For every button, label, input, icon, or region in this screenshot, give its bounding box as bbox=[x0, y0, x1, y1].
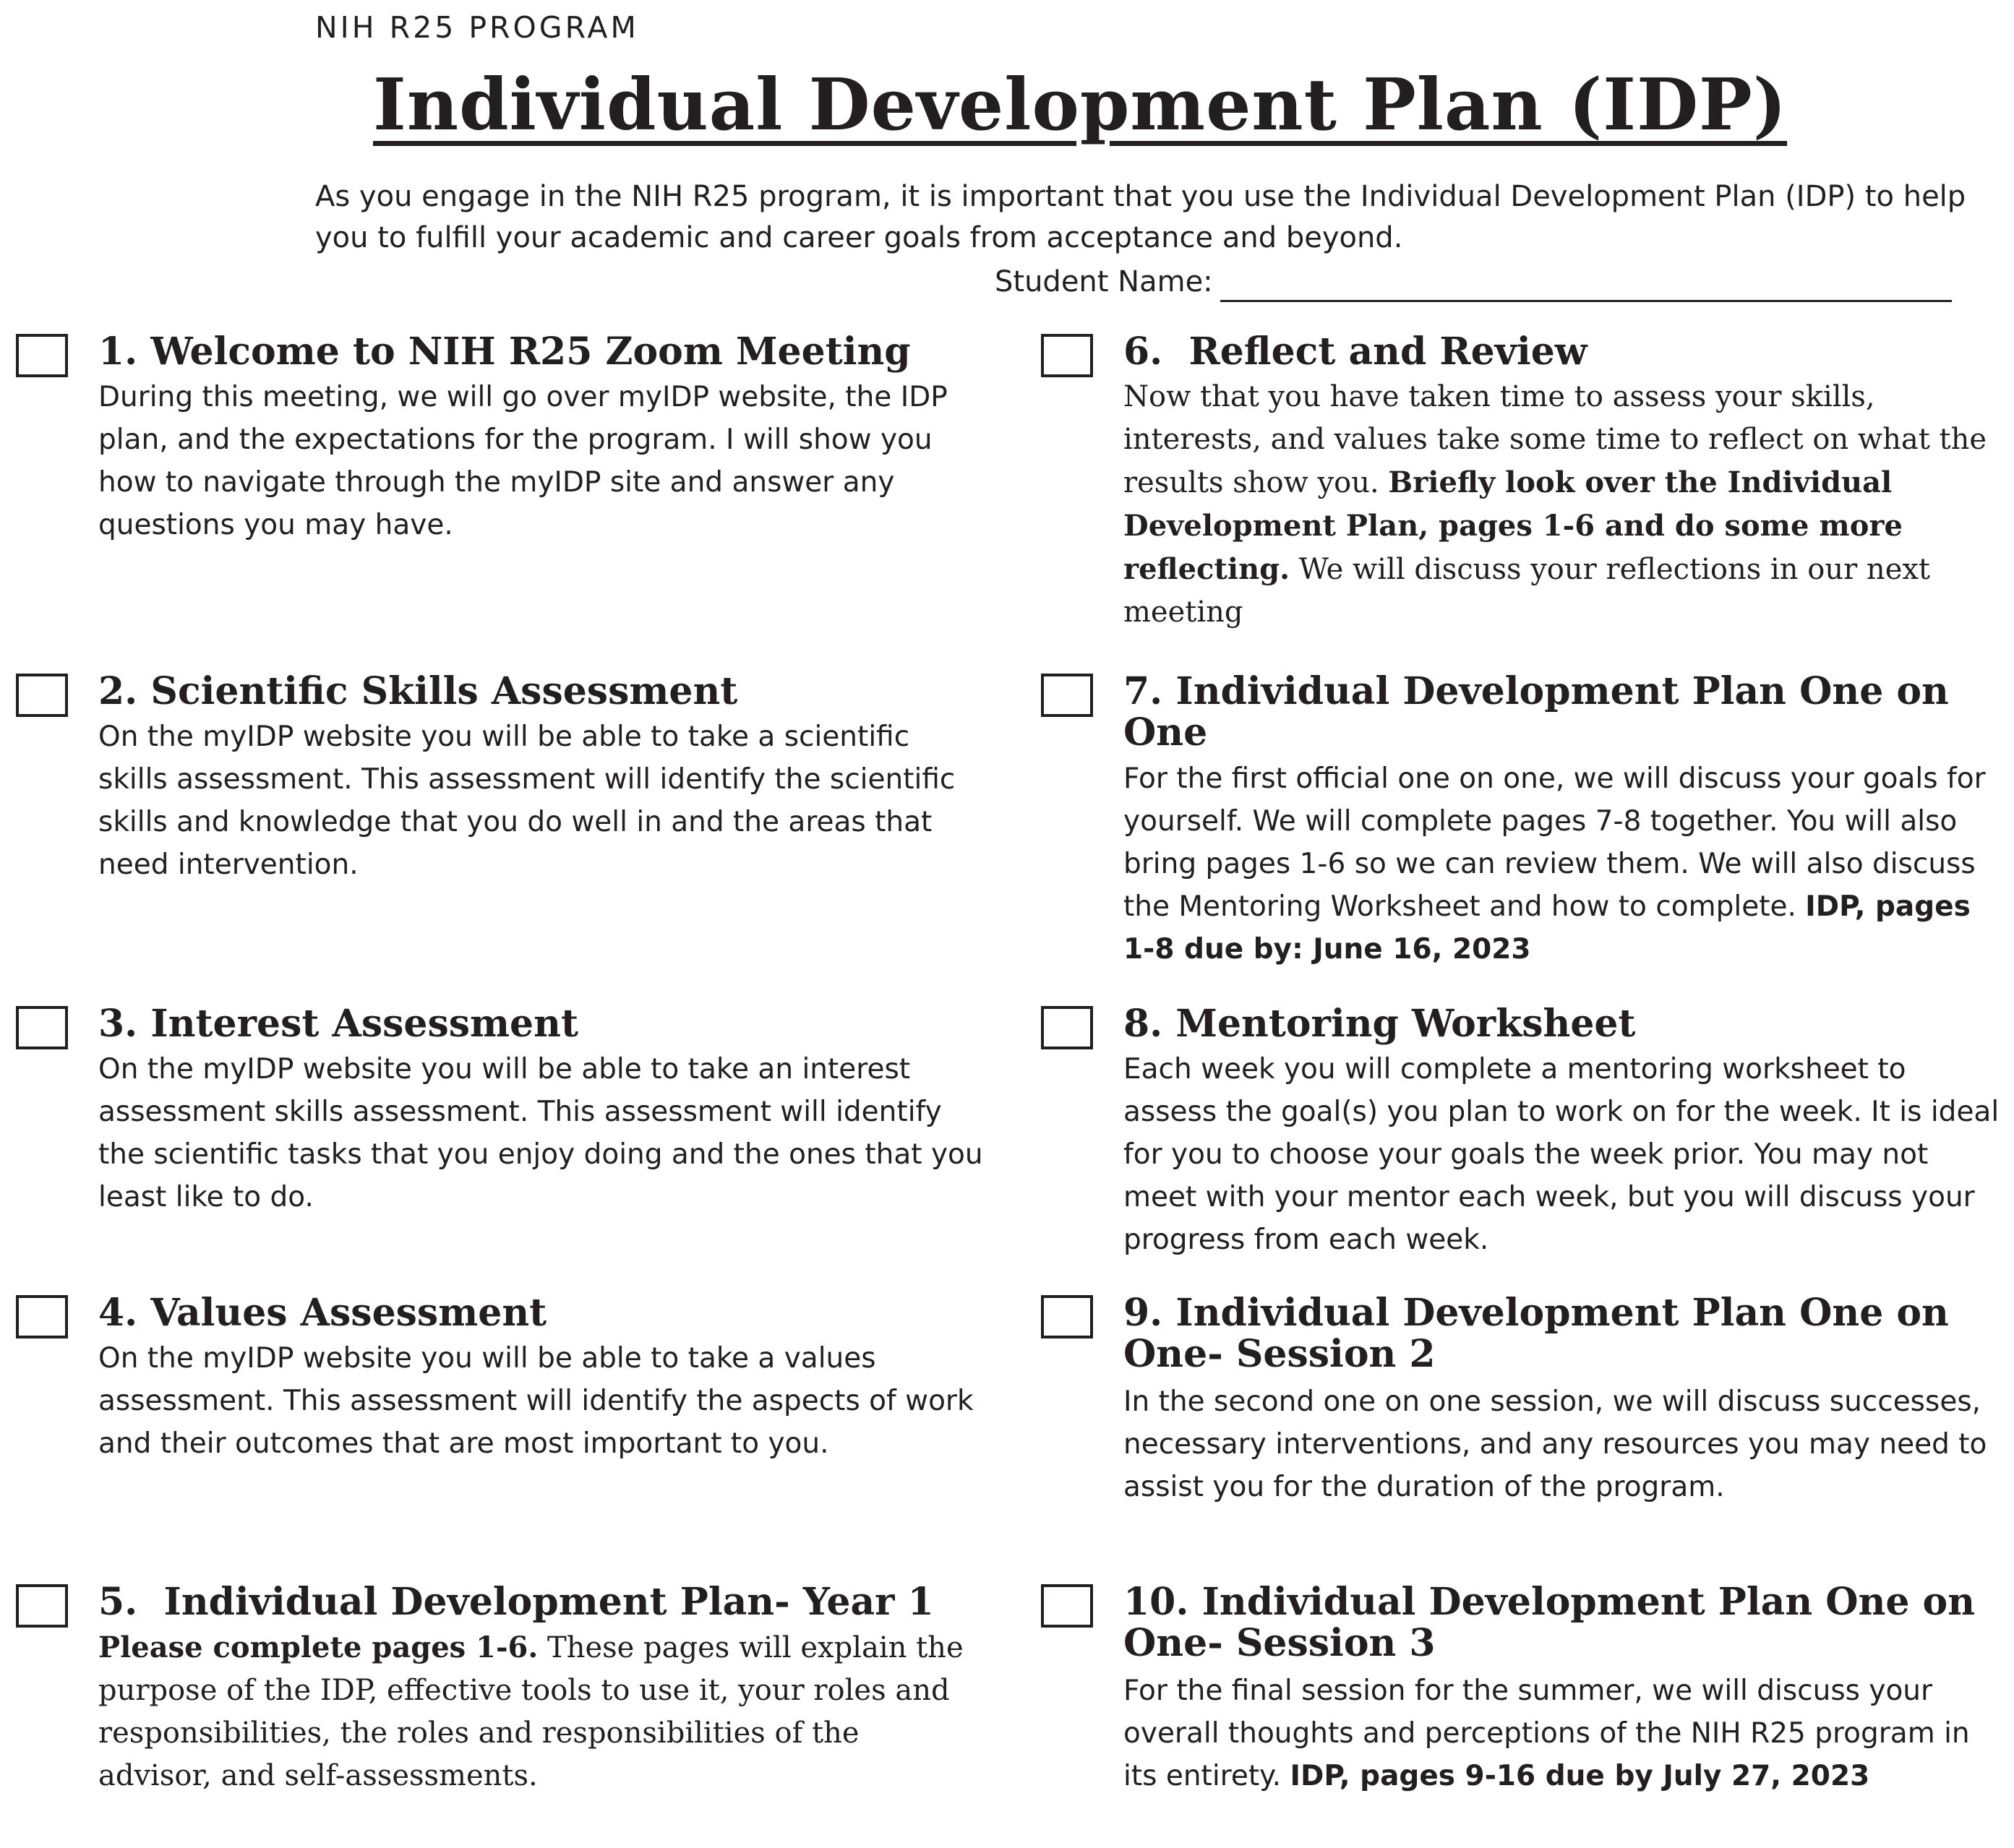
item-3-body: On the myIDP website you will be able to take an interest assessment skills assessment. This assessment will identify the scientific tasks that you enjoy doing and the ones that you least like to do. bbox=[98, 1053, 983, 1213]
item-10-body bbox=[1123, 1669, 2000, 1797]
page-title: Individual Development Plan (IDP) bbox=[373, 64, 1788, 147]
item-7-body bbox=[1123, 757, 2000, 971]
item-6-checkbox[interactable] bbox=[1041, 334, 1093, 377]
item-5-body bbox=[98, 1626, 966, 1797]
item-2-title: 2. Scientific Skills Assessment bbox=[98, 669, 738, 713]
item-6-body-emphasis: Briefly look over the Individual Development Plan, pages 1-6 and do some more reflecting. bbox=[1123, 465, 1903, 586]
item-10-title: 10. Individual Development Plan One on One- Session 3 bbox=[1123, 1580, 1989, 1665]
item-8-title: 8. Mentoring Worksheet bbox=[1123, 1002, 1636, 1046]
item-6-body-text: Now that you have taken time to assess your skills, interests, and values take some time to reflect on what the results show you. bbox=[1123, 380, 1987, 499]
item-3-title: 3. Interest Assessment bbox=[98, 1002, 578, 1046]
student-name-field bbox=[995, 262, 1952, 302]
item-6-body bbox=[1123, 376, 2000, 634]
item-8-body: Each week you will complete a mentoring worksheet to assess the goal(s) you plan to work on for the week. It is ideal for you to choose your goals the week prior. You may not meet with your mentor each week, but you will discuss your progress from each week. bbox=[1123, 1053, 2000, 1256]
item-4-title: 4. Values Assessment bbox=[98, 1291, 547, 1335]
item-5-body-emphasis: Please complete pages 1-6. bbox=[98, 1630, 539, 1664]
item-1-body: During this meeting, we will go over myIDP website, the IDP plan, and the expectations for the program. I will show you how to navigate through the myIDP site and answer any questions you may have. bbox=[98, 381, 948, 541]
student-name-blank[interactable] bbox=[1220, 264, 1952, 302]
item-4-checkbox[interactable] bbox=[16, 1295, 68, 1338]
item-5-checkbox[interactable] bbox=[16, 1584, 68, 1628]
item-9-body: In the second one on one session, we will discuss successes, necessary interventions, and any resources you may need to assist you for the duration of the program. bbox=[1123, 1385, 1987, 1503]
item-7-title: 7. Individual Development Plan One on One bbox=[1123, 669, 1962, 755]
item-9-checkbox[interactable] bbox=[1041, 1295, 1093, 1338]
program-label: NIH R25 PROGRAM bbox=[315, 10, 639, 45]
student-name-label: Student Name: bbox=[995, 265, 1213, 298]
item-5-title: 5. Individual Development Plan- Year 1 bbox=[98, 1580, 934, 1624]
item-10-due-date: IDP, pages 9-16 due by July 27, 2023 bbox=[1290, 1760, 1870, 1792]
item-7-due-date: IDP, pages 1-8 due by: June 16, 2023 bbox=[1123, 890, 1971, 966]
item-2-checkbox[interactable] bbox=[16, 674, 68, 717]
item-6-title: 6. Reflect and Review bbox=[1123, 330, 1587, 374]
item-10-checkbox[interactable] bbox=[1041, 1584, 1093, 1628]
item-5-body-text: These pages will explain the purpose of the IDP, effective tools to use it, your roles and responsibilities, the roles and responsibilities of the advisor, and self-assessments. bbox=[98, 1631, 964, 1792]
item-4-body: On the myIDP website you will be able to take a values assessment. This assessment will identify the aspects of work and their outcomes that are most important to you. bbox=[98, 1342, 974, 1460]
item-2-body: On the myIDP website you will be able to take a scientific skills assessment. This assessment will identify the scientific skills and knowledge that you do well in and the areas that need intervention. bbox=[98, 721, 956, 881]
item-7-body-text: For the first official one on one, we will discuss your goals for yourself. We will complete pages 7-8 together. You will also bring pages 1-6 so we can review them. We will also discuss the Mentoring Worksheet and how to complete. bbox=[1123, 762, 1986, 923]
item-3-checkbox[interactable] bbox=[16, 1006, 68, 1049]
item-10-body-text: For the final session for the summer, we will discuss your overall thoughts and perceptions of the NIH R25 program in its entirety. bbox=[1123, 1675, 1970, 1792]
item-6-body-closing: We will discuss your reflections in our next meeting bbox=[1123, 553, 1930, 629]
item-9-title: 9. Individual Development Plan One on One- Session 2 bbox=[1123, 1291, 1962, 1376]
item-7-checkbox[interactable] bbox=[1041, 674, 1093, 717]
item-8-checkbox[interactable] bbox=[1041, 1006, 1093, 1049]
item-1-title: 1. Welcome to NIH R25 Zoom Meeting bbox=[98, 330, 911, 374]
intro-text: As you engage in the NIH R25 program, it is important that you use the Individual Development Plan (IDP) to help you to fulfill your academic and career goals from acceptance and beyond. bbox=[315, 180, 1966, 254]
item-1-checkbox[interactable] bbox=[16, 334, 68, 377]
